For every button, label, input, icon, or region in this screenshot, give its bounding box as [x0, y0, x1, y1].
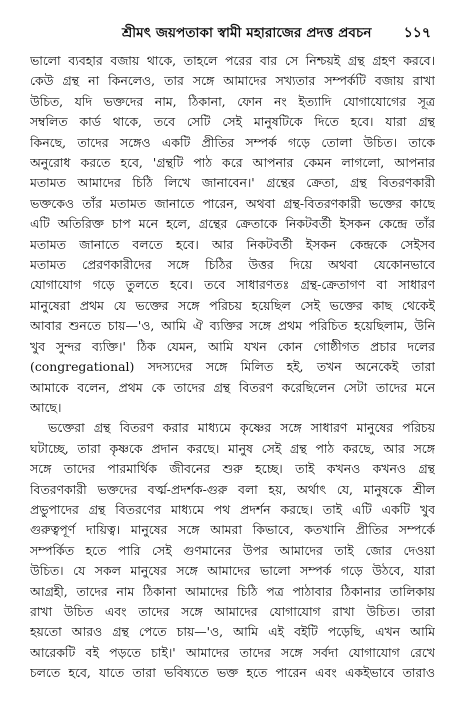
text-line: কিনছে, তাদের সঙ্গেও একটি প্রীতির সম্পর্ক গড়ে তোলা উচিত। তাকে — [30, 134, 435, 150]
text-line: মানুষেরা প্রথম যে ভক্তের সঙ্গে পরিচয় হয়েছিল সেই ভক্তের কাছ থেকেই — [30, 297, 435, 313]
text-line: উচিত, যদি ভক্তদের নাম, ঠিকানা, ফোন নং ইত্যাদি যোগাযোগের সূত্র — [30, 93, 435, 109]
text-line: আরেকটি বই পড়তে চাই।' আমাদের তাদের সঙ্গে সর্বদা যোগাযোগ রেখে — [30, 644, 435, 660]
running-header — [30, 12, 435, 40]
text-line: প্রভুপাদের গ্রন্থ বিতরণের মাধ্যমে পথ প্রদর্শন করছে। তাই এটি একটি খুব — [30, 501, 435, 517]
text-line: গুরুত্বপূর্ণ দায়িত্ব। মানুষের সঙ্গে আমরা কিভাবে, কতখানি প্রীতির সম্পর্কে — [30, 522, 435, 538]
text-line: সম্বলিত কার্ড থাকে, তবে সেটি সেই মানুষটিকে দিতে হবে। যারা গ্রন্থ — [30, 114, 435, 130]
text-line: খুব সুন্দর ব্যক্তি।' ঠিক যেমন, আমি যখন কোন গোষ্ঠীগত প্রচার দলের — [30, 338, 435, 354]
text-line: মতামত প্রেরণকারীদের সঙ্গে চিঠির উত্তর দিয়ে অথবা যেকোনভাবে — [30, 257, 435, 273]
text-line: হয়তো আরও গ্রন্থ পেতে চায়—'ও, আমি এই বইটি পড়েছি, এখন আমি — [30, 624, 435, 640]
text-line: ভালো ব্যবহার বজায় থাকে, তাহলে পরের বার সে নিশ্চয়ই গ্রন্থ গ্রহণ করবে। — [30, 53, 435, 68]
text-line: এটি অতিরিক্ত চাপ মনে হলে, গ্রন্থের ক্রেতাকে নিকটবর্তী ইসকন কেন্দ্রে তাঁর — [30, 216, 435, 232]
text-line: আবার শুনতে চায়—'ও, আমি ঐ ব্যক্তির সঙ্গে প্রথম পরিচিত হয়েছিলাম, উনি — [30, 318, 435, 334]
text-line: সঙ্গে তাদের পারমার্থিক জীবনের শুরু হচ্ছে। তাই কখনও কখনও গ্রন্থ — [30, 461, 435, 477]
text-line: ঘটাচ্ছে, তারা কৃষ্ণকে প্রদান করছে। মানুষ সেই গ্রন্থ পাঠ করছে, আর সঙ্গে — [30, 440, 435, 456]
body-text — [30, 51, 435, 684]
text-line: আমাকে বলেন, প্রথম কে তাদের গ্রন্থ বিতরণ করেছিলেন সেটা তাদের মনে — [30, 379, 435, 395]
text-line: মতামত জানাতে বলতে হবে। আর নিকটবর্তী ইসকন কেন্দ্রকে সেইসব — [30, 236, 435, 252]
text-line: কেউ গ্রন্থ না কিনলেও, তার সঙ্গে আমাদের সখ্যতার সম্পর্কটি বজায় রাখা — [30, 73, 435, 89]
text-line: বিতরণকারী ভক্তদের বর্ত্ম-প্রদর্শক-গুরু বলা হয়, অর্থাৎ যে, মানুষকে শ্রীল — [30, 481, 435, 497]
text-line: ভক্তেরা গ্রন্থ বিতরণ করার মাধ্যমে কৃষ্ণের সঙ্গে সাধারণ মানুষের পরিচয় — [48, 420, 435, 436]
text-line: অনুরোধ করতে হবে, 'গ্রন্থটি পাঠ করে আপনার কেমন লাগলো, আপনার — [30, 155, 435, 171]
text-line: মতামত আমাদের চিঠি লিখে জানাবেন।' গ্রন্থের ক্রেতা, গ্রন্থ বিতরণকারী — [30, 175, 435, 191]
running-title: শ্রীমৎ জয়পতাকা স্বামী মহারাজের প্রদত্ত প্রবচন — [122, 25, 372, 41]
page-number: ১১৭ — [403, 25, 431, 41]
text-line: ভক্তকেও তাঁর মতামত জানাতে পারেন, অথবা গ্রন্থ-বিতরণকারী ভক্তের কাছে — [30, 195, 435, 211]
text-line: চলতে হবে, যাতে তারা ভবিষ্যতে ভক্ত হতে পারেন এবং একইভাবে তারাও — [30, 665, 435, 681]
text-line: আছে। — [30, 399, 62, 415]
text-line: যোগাযোগ গড়ে তুলতে হবে। তবে সাধারণতঃ গ্রন্থ-ক্রেতাগণ বা সাধারণ — [30, 277, 435, 293]
paragraph — [30, 51, 435, 418]
text-line: আগ্রহী, তাদের নাম ঠিকানা আমাদের চিঠি পত্র পাঠাবার ঠিকানার তালিকায় — [30, 583, 435, 599]
text-line: (congregational) সদস্যদের সঙ্গে মিলিত হই, তখন অনেকেই তারা — [30, 359, 435, 375]
text-line: উচিত। যে সকল মানুষের সঙ্গে আমাদের ভালো সম্পর্ক গড়ে উঠবে, যারা — [30, 563, 435, 579]
text-line: সম্পর্কিত হতে পারি সেই গুণমানের উপর আমাদের তাই জোর দেওয়া — [30, 542, 435, 558]
text-line: রাখা উচিত এবং তাদের সঙ্গে আমাদের যোগাযোগ রাখা উচিত। তারা — [30, 603, 435, 619]
paragraph — [30, 418, 435, 683]
